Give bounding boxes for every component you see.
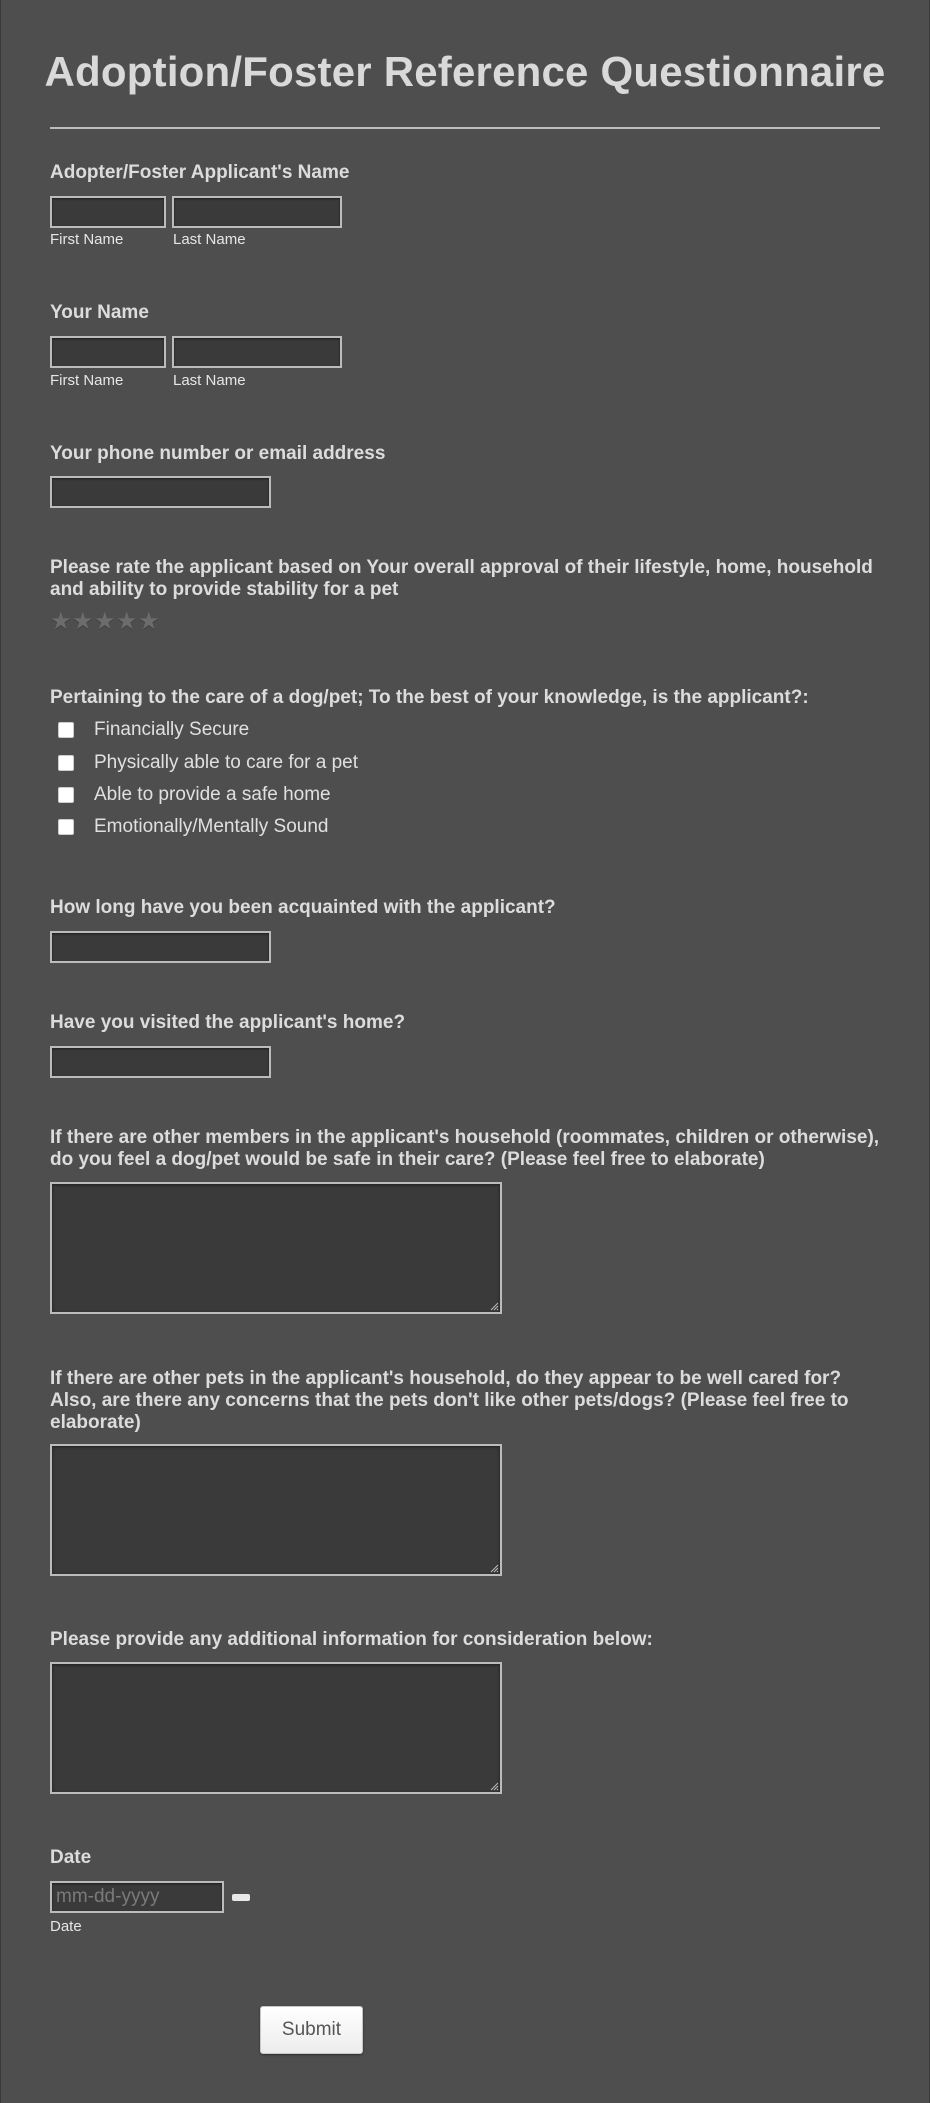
resize-grip-icon[interactable] — [489, 1563, 499, 1573]
care-option-label: Able to provide a safe home — [94, 784, 331, 805]
calendar-icon[interactable] — [232, 1894, 250, 1901]
checkbox[interactable] — [58, 722, 74, 738]
care-option[interactable] — [58, 719, 249, 741]
submit-button[interactable]: Submit — [260, 2006, 363, 2054]
title-divider — [50, 127, 880, 129]
pets-label: If there are other pets in the applicant's household, do they appear to be well cared for? Also, are there any concerns that the pets don't like other pets/dogs? (Please feel free to elaborate) — [50, 1368, 849, 1433]
star-icon[interactable]: ★ — [116, 608, 138, 635]
date-label: Date — [50, 1847, 92, 1868]
pets-textarea[interactable] — [50, 1444, 502, 1576]
care-option-label: Physically able to care for a pet — [94, 752, 359, 773]
care-option-label: Financially Secure — [94, 719, 250, 740]
your-first-name-sublabel: First Name — [50, 372, 124, 389]
contact-label: Your phone number or email address — [50, 443, 386, 464]
acquainted-input[interactable] — [50, 931, 271, 963]
checkbox[interactable] — [58, 819, 74, 835]
date-sublabel: Date — [50, 1918, 82, 1935]
contact-input[interactable] — [50, 476, 271, 508]
your-name-label: Your Name — [50, 302, 149, 323]
your-first-name-input[interactable] — [50, 336, 166, 368]
care-option[interactable] — [58, 816, 328, 838]
your-last-name-input[interactable] — [172, 336, 342, 368]
resize-grip-icon[interactable] — [489, 1781, 499, 1791]
star-icon[interactable]: ★ — [138, 608, 160, 635]
star-icon[interactable]: ★ — [50, 608, 72, 635]
star-rating — [50, 610, 158, 634]
applicant-last-name-sublabel: Last Name — [173, 231, 246, 248]
form-title: Adoption/Foster Reference Questionnaire — [44, 48, 886, 95]
household-textarea[interactable] — [50, 1182, 502, 1314]
additional-textarea[interactable] — [50, 1662, 502, 1794]
visited-label: Have you visited the applicant's home? — [50, 1012, 406, 1033]
care-option[interactable] — [58, 752, 358, 774]
care-label: Pertaining to the care of a dog/pet; To the best of your knowledge, is the applicant?: — [50, 687, 809, 708]
star-icon[interactable]: ★ — [72, 608, 94, 635]
checkbox[interactable] — [58, 787, 74, 803]
rating-label: Please rate the applicant based on Your overall approval of their lifestyle, home, household and ability to provide stability for a pet — [50, 557, 873, 600]
applicant-first-name-sublabel: First Name — [50, 231, 124, 248]
visited-input[interactable] — [50, 1046, 271, 1078]
resize-grip-icon[interactable] — [489, 1301, 499, 1311]
applicant-first-name-input[interactable] — [50, 196, 166, 228]
acquainted-label: How long have you been acquainted with the applicant? — [50, 897, 556, 918]
care-option[interactable] — [58, 784, 331, 806]
household-label: If there are other members in the applicant's household (roommates, children or otherwise), do you feel a dog/pet would be safe in their care? (Please feel free to elaborate) — [50, 1127, 880, 1170]
applicant-name-label: Adopter/Foster Applicant's Name — [50, 162, 350, 183]
date-input[interactable] — [50, 1881, 224, 1913]
your-last-name-sublabel: Last Name — [173, 372, 246, 389]
checkbox[interactable] — [58, 755, 74, 771]
star-icon[interactable]: ★ — [94, 608, 116, 635]
applicant-last-name-input[interactable] — [172, 196, 342, 228]
additional-label: Please provide any additional information for consideration below: — [50, 1629, 653, 1650]
care-option-label: Emotionally/Mentally Sound — [94, 816, 329, 837]
